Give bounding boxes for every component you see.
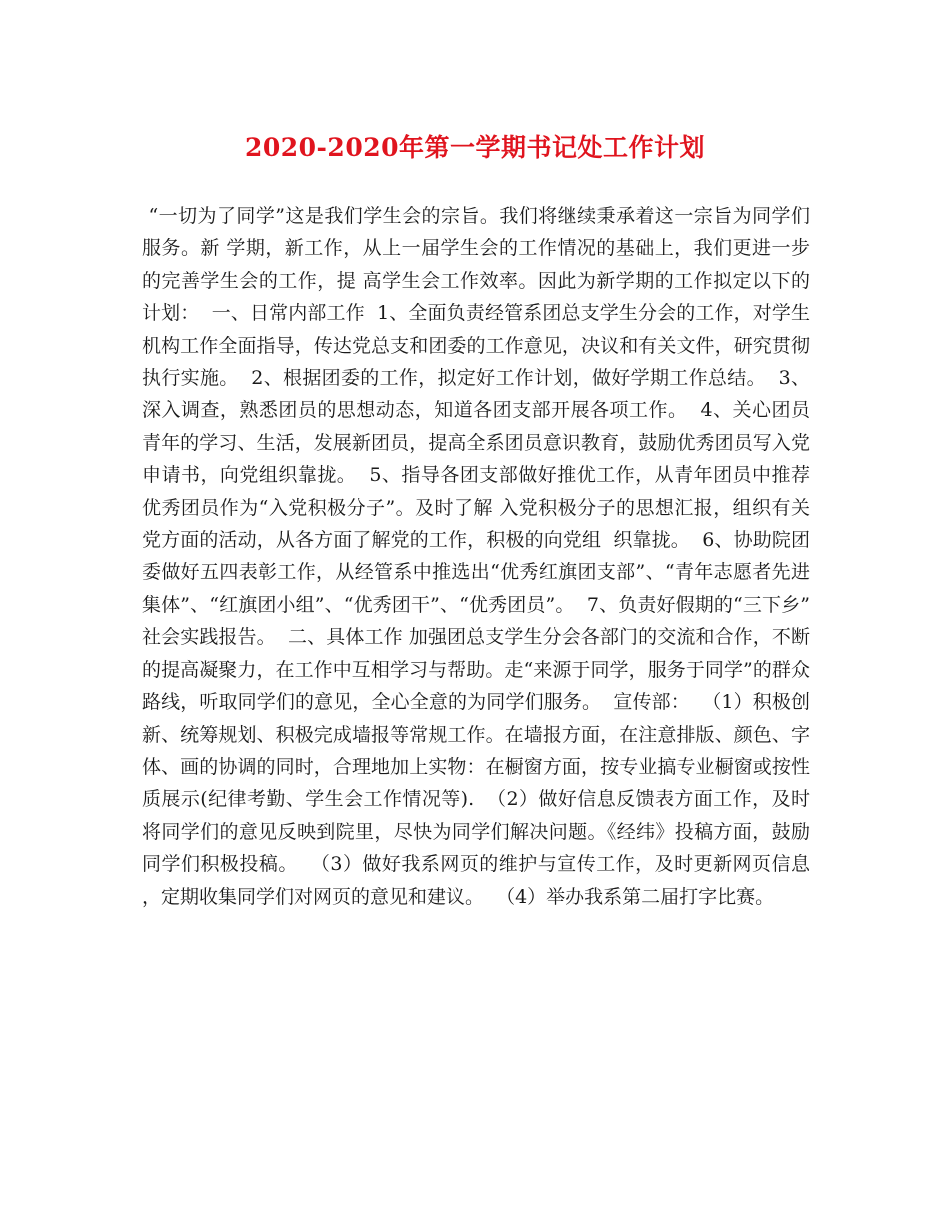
document-title: 2020-2020年第一学期书记处工作计划 [244, 133, 706, 162]
document-body-text: “一切为了同学”这是我们学生会的宗旨。我们将继续秉承着这一宗旨为同学们服务。新 学期，新工作，从上一届学生会的工作情况的基础上，我们更进一步的完善学生会的工作，提 高学生会工作效率。因此为新学期的工作拟定以下的计划： 一、日常内部工作 1、全面负责经管系团总支学生分会的工作，对学生机构工作全面指导，传达党总支和团委的工作意见，决议和有关文件，研究贯彻执行实施。 2、根据团委的工作，拟定好工作计划，做好学期工作总结。 3、深入调查，熟悉团员的思想动态，知道各团支部开展各项工作。 4、关心团员青年的学习、生活，发展新团员，提高全系团员意识教育，鼓励优秀团员写入党申请书，向党组织靠拢。 5、指导各团支部做好推优工作，从青年团员中推荐优秀团员作为“入党积极分子”。及时了解 入党积极分子的思想汇报，组织有关党方面的活动，从各方面了解党的工作，积极的向党组 织靠拢。 6、协助院团委做好五四表彰工作，从经管系中推选出“优秀红旗团支部”、“青年志愿者先进集体”、“红旗团小组”、“优秀团干”、“优秀团员”。 7、负责好假期的“三下乡”社会实践报告。 二、具体工作 加强团总支学生分会各部门的交流和合作，不断的提高凝聚力，在工作中互相学习与帮助。走“来源于同学，服务于同学”的群众路线，听取同学们的意见，全心全意的为同学们服务。 宣传部： （1）积极创新、统筹规划、积极完成墙报等常规工作。在墙报方面，在注意排版、颜色、字体、画的协调的同时，合理地加上实物：在橱窗方面，按专业搞专业橱窗或按性质展示(纪律考勤、学生会工作情况等). （2）做好信息反馈表方面工作，及时将同学们的意见反映到院里，尽快为同学们解决问题。《经纬》投稿方面，鼓励同学们积极投稿。 （3）做好我系网页的维护与宣传工作，及时更新网页信息，定期收集同学们对网页的意见和建议。 （4）举办我系第二届打字比赛。 [142, 205, 810, 908]
